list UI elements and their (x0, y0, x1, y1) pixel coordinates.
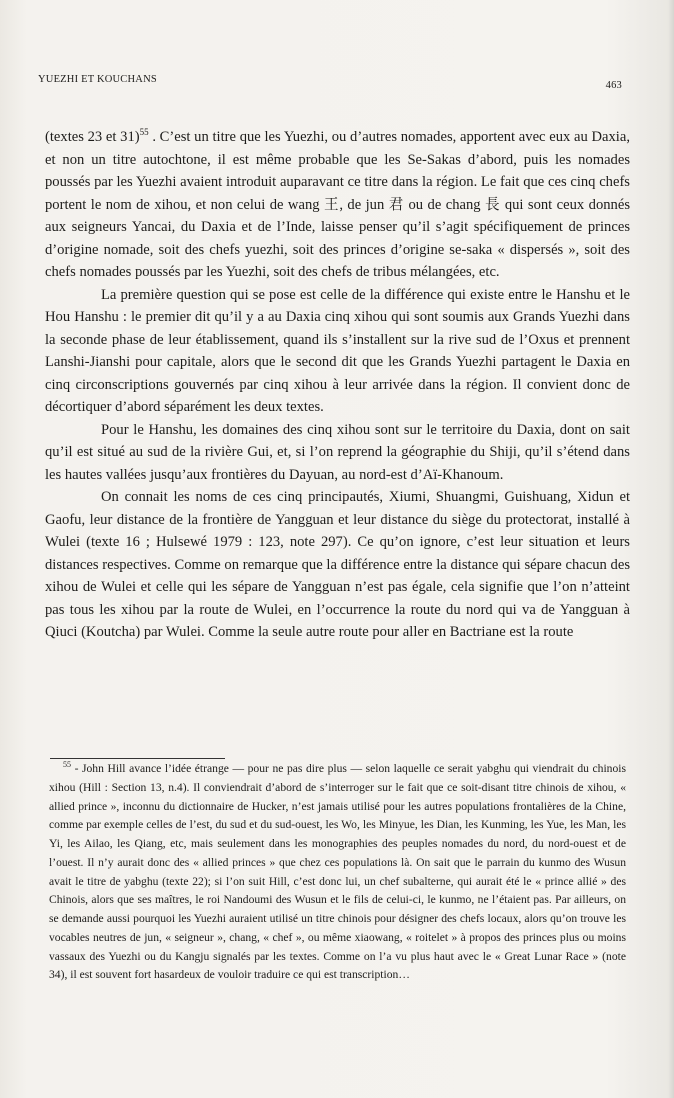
footnote-55 (49, 760, 626, 985)
page-number: 463 (605, 80, 622, 91)
main-text (45, 126, 630, 644)
running-title: YUEZHI ET KOUCHANS (38, 74, 157, 85)
p1-rest: . C’est un titre que les Yuezhi, ou d’autres nomades, apportent avec eux au Daxia, et non un titre autochtone, il est même probable que les Se-Sakas d’abord, puis les nomades poussés par les Yuezhi avaient introduit auparavant ce titre dans la région. Le fait que ces cinq chefs portent le nom de xihou, et non celui de wang 王, de jun 君 ou de chang 長 qui sont ceux donnés aux seigneurs Yancai, du Daxia et de l’Inde, laisse penser qu’il s’agit spécifiquement de princes d’origine nomade, soit des chefs yuezhi, soit des princes d’origine se-saka « dispersés », soit des chefs nomades poussés par les Yuezhi, soit des chefs de tribus mélangées, etc. (45, 129, 630, 280)
footnote-reference: 55 (139, 127, 149, 138)
paragraph-3: Pour le Hanshu, les domaines des cinq xihou sont sur le territoire du Daxia, dont on sait qu’il est situé au sud de la rivière Gui, et, si l’on reprend la géographie du Shiji, qu’il s’étend dans les hautes vallées jusqu’aux frontières du Dayuan, au nord-est d’Aï-Khanoum. (45, 421, 630, 483)
footnote-number: 55 (63, 760, 71, 770)
footnote-separator (50, 758, 225, 759)
page-header (38, 74, 622, 90)
footnote (49, 760, 626, 985)
page-edge-shadow (668, 0, 674, 1098)
footnote-text: - John Hill avance l’idée étrange — pour ne pas dire plus — selon laquelle ce serait yabghu qui viendrait du chinois xihou (Hill : Section 13, n.4). Il conviendrait d’abord de s’interroger sur le fait que ce soit-disant titre chinois de xihou, « allied prince », inconnu du dictionnaire de Hucker, n’est jamais utilisé pour les autres populations frontalières de la Chine, comme par exemple celles de l’est, du sud et du sud-ouest, les Wo, les Minyue, les Dian, les Kunming, les Yue, les Man, les Yi, les Ailao, les Qiang, etc, mais seulement dans les monographies des peuples nomades du nord, du nord-ouest et de l’ouest. Il n’y aurait donc des « allied princes » que chez ces populations là. On sait que le parrain du kunmo des Wusun avait le titre de yabghu (texte 22); si l’on suit Hill, c’est donc lui, un chef subalterne, qui aurait été le « prince allié » des Chinois, alors que ses maîtres, le roi Nandoumi des Wusun et le fils de celui-ci, le kunmo, ne l’étaient pas. Par ailleurs, on se demande aussi pourquoi les Yuezhi auraient utilisé un titre chinois pour désigner des chefs locaux, alors qu’on trouve les vocables neutres de jun, « seigneur », chang, « chef », ou même xiaowang, « roitelet » à propos des princes plus ou moins vassaux des Yuezhi ou du Kangju signalés par les textes. Comme on l’a vu plus haut avec le « Great Lunar Race » (note 34), il est souvent fort hasardeux de vouloir traduire ce qui est transcription… (49, 762, 626, 982)
p1-start: (textes 23 et 31) (45, 129, 140, 145)
paragraph-1 (45, 126, 630, 284)
paragraph-2: La première question qui se pose est celle de la différence qui existe entre le Hanshu et le Hou Hanshu : le premier dit qu’il y a au Daxia cinq xihou qui sont soumis aux Grands Yuezhi dans la seconde phase de leur établissement, quand ils s’installent sur la rive sud de l’Oxus et prennent Lanshi-Jianshi pour capitale, alors que le second dit que les Grands Yuezhi partagent le Daxia en cinq circonscriptions gouvernés par cinq xihou à leur arrivée dans la région. Il convient donc de décortiquer d’abord séparément les deux textes. (45, 286, 630, 415)
paragraph-4: On connait les noms de ces cinq principautés, Xiumi, Shuangmi, Guishuang, Xidun et Gaofu, leur distance de la frontière de Yangguan et leur distance du siège du protectorat, installé à Wulei (texte 16 ; Hulsewé 1979 : 123, note 297). Ce qu’on ignore, c’est leur situation et leurs distances respectives. Comme on remarque que la différence entre la distance qui sépare chacun des xihou de Wulei et celle qui les sépare de Yangguan n’est pas égale, cela signifie que l’on n’atteint pas tous les xihou par la route de Wulei, en l’occurrence la route du nord qui va de Yangguan à Qiuci (Koutcha) par Wulei. Comme la seule autre route pour aller en Bactriane est la route (45, 489, 630, 640)
